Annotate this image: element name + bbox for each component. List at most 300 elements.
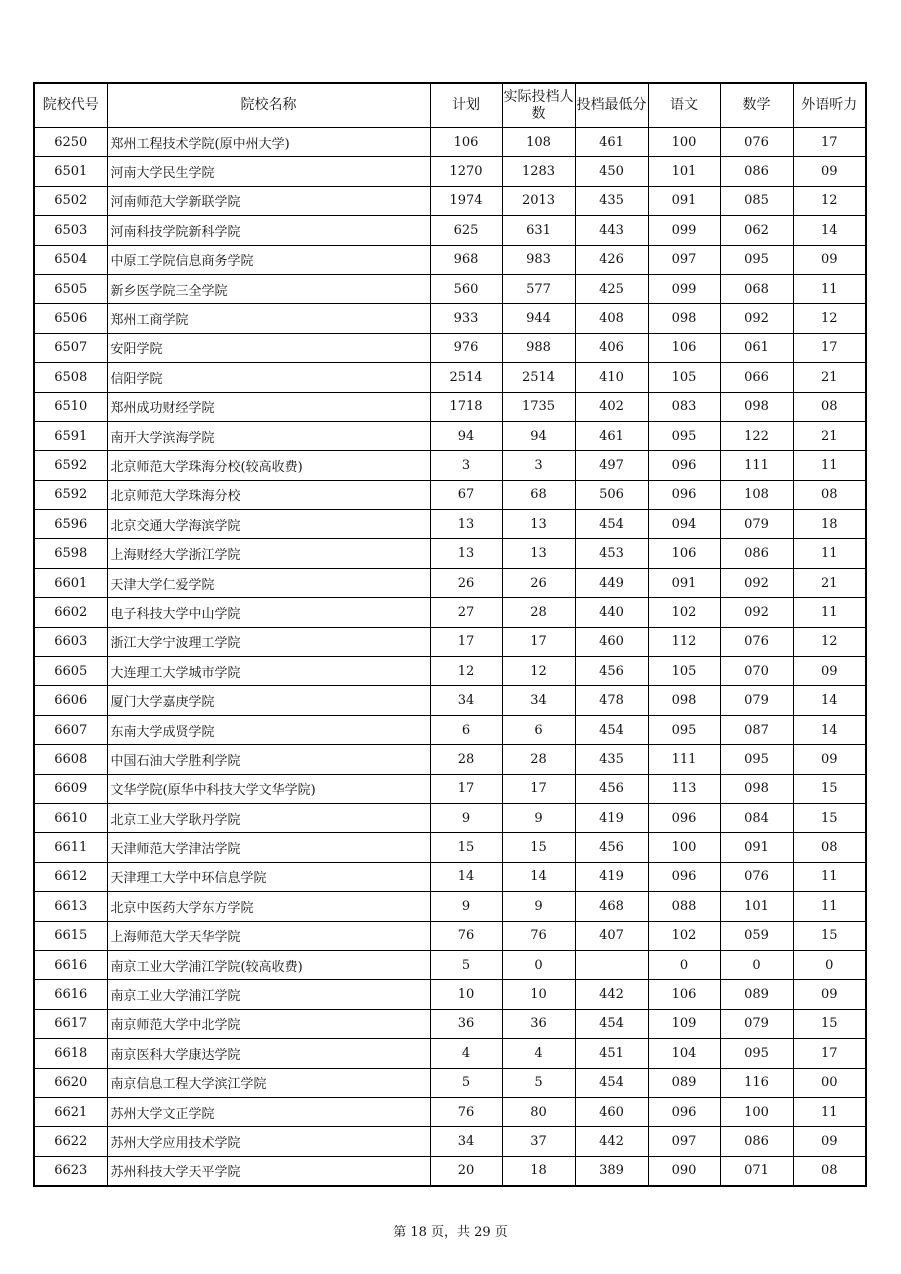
- cell-name: 苏州科技大学天平学院: [107, 1156, 430, 1186]
- table-row: [34, 862, 866, 891]
- cell-plan: 10: [430, 980, 502, 1009]
- cell-name: 南京师范大学中北学院: [107, 1009, 430, 1038]
- cell-code: 6506: [34, 304, 107, 333]
- cell-math: 092: [720, 598, 793, 627]
- table-row: [34, 745, 866, 774]
- table-row: [34, 803, 866, 832]
- cell-actual: 5: [502, 1068, 575, 1097]
- cell-actual: 12: [502, 657, 575, 686]
- cell-name: 信阳学院: [107, 363, 430, 392]
- table-row: [34, 421, 866, 450]
- cell-name: 东南大学成贤学院: [107, 715, 430, 744]
- cell-name: 河南师范大学新联学院: [107, 186, 430, 215]
- cell-min-score: 453: [575, 539, 648, 568]
- cell-min-score: 478: [575, 686, 648, 715]
- cell-plan: 2514: [430, 363, 502, 392]
- cell-listening: 09: [793, 157, 866, 186]
- cell-actual: 631: [502, 216, 575, 245]
- cell-actual: 17: [502, 774, 575, 803]
- cell-listening: 17: [793, 333, 866, 362]
- cell-chinese: 113: [648, 774, 720, 803]
- cell-listening: 21: [793, 363, 866, 392]
- cell-name: 天津师范大学津沽学院: [107, 833, 430, 862]
- table-row: [34, 1127, 866, 1156]
- cell-listening: 15: [793, 774, 866, 803]
- cell-chinese: 095: [648, 715, 720, 744]
- cell-code: 6623: [34, 1156, 107, 1186]
- cell-code: 6596: [34, 510, 107, 539]
- cell-plan: 5: [430, 1068, 502, 1097]
- cell-min-score: 461: [575, 421, 648, 450]
- cell-name: 郑州工商学院: [107, 304, 430, 333]
- cell-min-score: 451: [575, 1039, 648, 1068]
- cell-math: 070: [720, 657, 793, 686]
- cell-actual: 4: [502, 1039, 575, 1068]
- cell-code: 6618: [34, 1039, 107, 1068]
- cell-code: 6591: [34, 421, 107, 450]
- table-row: [34, 392, 866, 421]
- cell-code: 6598: [34, 539, 107, 568]
- table-row: [34, 157, 866, 186]
- cell-plan: 12: [430, 657, 502, 686]
- table-row: [34, 333, 866, 362]
- cell-code: 6611: [34, 833, 107, 862]
- cell-min-score: 406: [575, 333, 648, 362]
- table-header-row: [34, 83, 866, 128]
- cell-code: 6616: [34, 950, 107, 979]
- cell-actual: 13: [502, 510, 575, 539]
- cell-chinese: 095: [648, 421, 720, 450]
- cell-chinese: 096: [648, 803, 720, 832]
- cell-name: 新乡医学院三全学院: [107, 274, 430, 303]
- header-listening: 外语听力: [793, 83, 866, 128]
- table-row: [34, 980, 866, 1009]
- cell-actual: 9: [502, 892, 575, 921]
- cell-code: 6606: [34, 686, 107, 715]
- cell-chinese: 105: [648, 657, 720, 686]
- cell-plan: 17: [430, 774, 502, 803]
- cell-actual: 2013: [502, 186, 575, 215]
- cell-math: 066: [720, 363, 793, 392]
- table-row: [34, 1068, 866, 1097]
- cell-name: 北京交通大学海滨学院: [107, 510, 430, 539]
- cell-chinese: 097: [648, 1127, 720, 1156]
- cell-actual: 17: [502, 627, 575, 656]
- cell-actual: 1735: [502, 392, 575, 421]
- cell-name: 河南科技学院新科学院: [107, 216, 430, 245]
- cell-listening: 18: [793, 510, 866, 539]
- cell-chinese: 100: [648, 128, 720, 157]
- cell-listening: 21: [793, 568, 866, 597]
- table-row: [34, 1097, 866, 1126]
- cell-actual: 6: [502, 715, 575, 744]
- cell-plan: 976: [430, 333, 502, 362]
- cell-code: 6616: [34, 980, 107, 1009]
- cell-name: 厦门大学嘉庚学院: [107, 686, 430, 715]
- cell-plan: 36: [430, 1009, 502, 1038]
- cell-code: 6507: [34, 333, 107, 362]
- cell-listening: 00: [793, 1068, 866, 1097]
- cell-listening: 21: [793, 421, 866, 450]
- cell-chinese: 106: [648, 539, 720, 568]
- admission-table: [33, 82, 867, 1187]
- cell-math: 092: [720, 304, 793, 333]
- cell-plan: 34: [430, 686, 502, 715]
- cell-actual: 2514: [502, 363, 575, 392]
- cell-math: 098: [720, 774, 793, 803]
- cell-plan: 14: [430, 862, 502, 891]
- header-plan: 计划: [430, 83, 502, 128]
- cell-listening: 15: [793, 1009, 866, 1038]
- cell-name: 电子科技大学中山学院: [107, 598, 430, 627]
- cell-min-score: 419: [575, 803, 648, 832]
- cell-listening: 08: [793, 833, 866, 862]
- cell-math: 061: [720, 333, 793, 362]
- cell-math: 100: [720, 1097, 793, 1126]
- cell-min-score: [575, 950, 648, 979]
- table-row: [34, 510, 866, 539]
- cell-math: 062: [720, 216, 793, 245]
- cell-min-score: 419: [575, 862, 648, 891]
- table-row: [34, 833, 866, 862]
- cell-actual: 983: [502, 245, 575, 274]
- cell-chinese: 106: [648, 333, 720, 362]
- cell-plan: 26: [430, 568, 502, 597]
- cell-plan: 76: [430, 1097, 502, 1126]
- table-body: [34, 128, 866, 1187]
- cell-plan: 4: [430, 1039, 502, 1068]
- cell-actual: 1283: [502, 157, 575, 186]
- cell-code: 6607: [34, 715, 107, 744]
- cell-code: 6250: [34, 128, 107, 157]
- cell-code: 6602: [34, 598, 107, 627]
- cell-code: 6504: [34, 245, 107, 274]
- cell-actual: 577: [502, 274, 575, 303]
- cell-chinese: 102: [648, 921, 720, 950]
- cell-code: 6501: [34, 157, 107, 186]
- table-row: [34, 774, 866, 803]
- cell-listening: 12: [793, 304, 866, 333]
- cell-actual: 76: [502, 921, 575, 950]
- cell-actual: 13: [502, 539, 575, 568]
- cell-code: 6510: [34, 392, 107, 421]
- cell-math: 079: [720, 686, 793, 715]
- cell-plan: 13: [430, 539, 502, 568]
- cell-actual: 68: [502, 480, 575, 509]
- cell-min-score: 461: [575, 128, 648, 157]
- cell-math: 086: [720, 539, 793, 568]
- table-row: [34, 950, 866, 979]
- table-row: [34, 686, 866, 715]
- cell-math: 079: [720, 510, 793, 539]
- header-min-score: 投档最低分: [575, 83, 648, 128]
- table-row: [34, 539, 866, 568]
- cell-min-score: 456: [575, 657, 648, 686]
- cell-chinese: 106: [648, 980, 720, 1009]
- table-row: [34, 657, 866, 686]
- cell-chinese: 0: [648, 950, 720, 979]
- cell-chinese: 099: [648, 216, 720, 245]
- cell-plan: 9: [430, 892, 502, 921]
- cell-math: 0: [720, 950, 793, 979]
- cell-actual: 36: [502, 1009, 575, 1038]
- table-row: [34, 1009, 866, 1038]
- cell-plan: 20: [430, 1156, 502, 1186]
- cell-plan: 625: [430, 216, 502, 245]
- cell-listening: 12: [793, 186, 866, 215]
- cell-math: 101: [720, 892, 793, 921]
- cell-name: 浙江大学宁波理工学院: [107, 627, 430, 656]
- cell-math: 068: [720, 274, 793, 303]
- cell-plan: 3: [430, 451, 502, 480]
- cell-math: 087: [720, 715, 793, 744]
- table-row: [34, 216, 866, 245]
- cell-min-score: 456: [575, 774, 648, 803]
- cell-listening: 11: [793, 598, 866, 627]
- cell-code: 6608: [34, 745, 107, 774]
- table-row: [34, 304, 866, 333]
- cell-chinese: 097: [648, 245, 720, 274]
- cell-listening: 08: [793, 480, 866, 509]
- table-row: [34, 128, 866, 157]
- cell-math: 091: [720, 833, 793, 862]
- cell-plan: 34: [430, 1127, 502, 1156]
- cell-min-score: 435: [575, 186, 648, 215]
- cell-listening: 12: [793, 627, 866, 656]
- table-row: [34, 627, 866, 656]
- cell-name: 北京师范大学珠海分校: [107, 480, 430, 509]
- cell-min-score: 402: [575, 392, 648, 421]
- table-row: [34, 715, 866, 744]
- cell-plan: 76: [430, 921, 502, 950]
- cell-listening: 11: [793, 892, 866, 921]
- cell-name: 安阳学院: [107, 333, 430, 362]
- table-row: [34, 598, 866, 627]
- cell-plan: 9: [430, 803, 502, 832]
- cell-name: 大连理工大学城市学院: [107, 657, 430, 686]
- cell-listening: 09: [793, 657, 866, 686]
- cell-listening: 11: [793, 451, 866, 480]
- cell-min-score: 407: [575, 921, 648, 950]
- cell-plan: 968: [430, 245, 502, 274]
- cell-actual: 10: [502, 980, 575, 1009]
- cell-listening: 15: [793, 803, 866, 832]
- header-name: 院校名称: [107, 83, 430, 128]
- table-row: [34, 245, 866, 274]
- cell-math: 086: [720, 1127, 793, 1156]
- cell-code: 6610: [34, 803, 107, 832]
- cell-min-score: 468: [575, 892, 648, 921]
- cell-chinese: 112: [648, 627, 720, 656]
- cell-math: 079: [720, 1009, 793, 1038]
- cell-math: 071: [720, 1156, 793, 1186]
- cell-actual: 3: [502, 451, 575, 480]
- cell-math: 084: [720, 803, 793, 832]
- cell-actual: 37: [502, 1127, 575, 1156]
- cell-code: 6601: [34, 568, 107, 597]
- table-row: [34, 892, 866, 921]
- cell-actual: 108: [502, 128, 575, 157]
- cell-listening: 15: [793, 921, 866, 950]
- cell-code: 6503: [34, 216, 107, 245]
- cell-chinese: 091: [648, 186, 720, 215]
- cell-math: 122: [720, 421, 793, 450]
- cell-math: 092: [720, 568, 793, 597]
- cell-actual: 15: [502, 833, 575, 862]
- cell-listening: 09: [793, 980, 866, 1009]
- cell-chinese: 101: [648, 157, 720, 186]
- cell-min-score: 497: [575, 451, 648, 480]
- cell-name: 南京工业大学浦江学院: [107, 980, 430, 1009]
- cell-math: 076: [720, 862, 793, 891]
- cell-math: 089: [720, 980, 793, 1009]
- cell-chinese: 091: [648, 568, 720, 597]
- table-row: [34, 363, 866, 392]
- cell-plan: 1270: [430, 157, 502, 186]
- cell-min-score: 435: [575, 745, 648, 774]
- cell-code: 6620: [34, 1068, 107, 1097]
- cell-plan: 6: [430, 715, 502, 744]
- cell-chinese: 104: [648, 1039, 720, 1068]
- cell-code: 6505: [34, 274, 107, 303]
- table-row: [34, 186, 866, 215]
- cell-math: 116: [720, 1068, 793, 1097]
- cell-plan: 15: [430, 833, 502, 862]
- cell-math: 085: [720, 186, 793, 215]
- cell-name: 文华学院(原华中科技大学文华学院): [107, 774, 430, 803]
- cell-plan: 17: [430, 627, 502, 656]
- cell-plan: 94: [430, 421, 502, 450]
- cell-math: 086: [720, 157, 793, 186]
- cell-plan: 1718: [430, 392, 502, 421]
- cell-min-score: 442: [575, 980, 648, 1009]
- cell-min-score: 456: [575, 833, 648, 862]
- cell-listening: 0: [793, 950, 866, 979]
- cell-name: 天津大学仁爱学院: [107, 568, 430, 597]
- cell-listening: 17: [793, 1039, 866, 1068]
- cell-listening: 11: [793, 862, 866, 891]
- cell-min-score: 425: [575, 274, 648, 303]
- cell-actual: 944: [502, 304, 575, 333]
- table-row: [34, 1039, 866, 1068]
- header-code: 院校代号: [34, 83, 107, 128]
- cell-math: 095: [720, 1039, 793, 1068]
- cell-math: 095: [720, 745, 793, 774]
- cell-min-score: 408: [575, 304, 648, 333]
- cell-chinese: 099: [648, 274, 720, 303]
- cell-name: 天津理工大学中环信息学院: [107, 862, 430, 891]
- header-math: 数学: [720, 83, 793, 128]
- cell-code: 6592: [34, 480, 107, 509]
- cell-name: 苏州大学文正学院: [107, 1097, 430, 1126]
- cell-code: 6621: [34, 1097, 107, 1126]
- cell-plan: 560: [430, 274, 502, 303]
- cell-chinese: 083: [648, 392, 720, 421]
- cell-listening: 09: [793, 245, 866, 274]
- cell-chinese: 096: [648, 480, 720, 509]
- cell-min-score: 442: [575, 1127, 648, 1156]
- cell-min-score: 460: [575, 1097, 648, 1126]
- cell-min-score: 443: [575, 216, 648, 245]
- table-row: [34, 921, 866, 950]
- cell-name: 南开大学滨海学院: [107, 421, 430, 450]
- cell-listening: 08: [793, 392, 866, 421]
- cell-plan: 1974: [430, 186, 502, 215]
- cell-code: 6622: [34, 1127, 107, 1156]
- cell-min-score: 460: [575, 627, 648, 656]
- table-row: [34, 451, 866, 480]
- cell-listening: 11: [793, 274, 866, 303]
- cell-name: 上海财经大学浙江学院: [107, 539, 430, 568]
- cell-listening: 17: [793, 128, 866, 157]
- cell-code: 6613: [34, 892, 107, 921]
- cell-math: 076: [720, 128, 793, 157]
- cell-min-score: 454: [575, 1009, 648, 1038]
- cell-chinese: 096: [648, 451, 720, 480]
- cell-code: 6615: [34, 921, 107, 950]
- cell-listening: 09: [793, 1127, 866, 1156]
- cell-min-score: 506: [575, 480, 648, 509]
- cell-chinese: 098: [648, 686, 720, 715]
- cell-math: 111: [720, 451, 793, 480]
- cell-code: 6609: [34, 774, 107, 803]
- cell-listening: 14: [793, 686, 866, 715]
- cell-min-score: 454: [575, 715, 648, 744]
- cell-actual: 14: [502, 862, 575, 891]
- cell-math: 108: [720, 480, 793, 509]
- cell-listening: 14: [793, 715, 866, 744]
- cell-chinese: 088: [648, 892, 720, 921]
- cell-code: 6612: [34, 862, 107, 891]
- cell-listening: 08: [793, 1156, 866, 1186]
- cell-plan: 933: [430, 304, 502, 333]
- cell-math: 076: [720, 627, 793, 656]
- cell-plan: 27: [430, 598, 502, 627]
- cell-name: 河南大学民生学院: [107, 157, 430, 186]
- cell-name: 郑州工程技术学院(原中州大学): [107, 128, 430, 157]
- cell-plan: 28: [430, 745, 502, 774]
- cell-name: 北京师范大学珠海分校(较高收费): [107, 451, 430, 480]
- table-row: [34, 480, 866, 509]
- cell-actual: 34: [502, 686, 575, 715]
- cell-chinese: 096: [648, 1097, 720, 1126]
- cell-name: 苏州大学应用技术学院: [107, 1127, 430, 1156]
- cell-chinese: 100: [648, 833, 720, 862]
- cell-name: 中国石油大学胜利学院: [107, 745, 430, 774]
- cell-min-score: 450: [575, 157, 648, 186]
- cell-name: 上海师范大学天华学院: [107, 921, 430, 950]
- cell-chinese: 090: [648, 1156, 720, 1186]
- cell-code: 6508: [34, 363, 107, 392]
- cell-plan: 106: [430, 128, 502, 157]
- cell-plan: 67: [430, 480, 502, 509]
- cell-min-score: 410: [575, 363, 648, 392]
- table-row: [34, 274, 866, 303]
- cell-min-score: 454: [575, 1068, 648, 1097]
- cell-code: 6617: [34, 1009, 107, 1038]
- cell-min-score: 449: [575, 568, 648, 597]
- cell-name: 南京信息工程大学滨江学院: [107, 1068, 430, 1097]
- cell-name: 南京医科大学康达学院: [107, 1039, 430, 1068]
- cell-actual: 26: [502, 568, 575, 597]
- cell-code: 6592: [34, 451, 107, 480]
- cell-min-score: 426: [575, 245, 648, 274]
- cell-chinese: 109: [648, 1009, 720, 1038]
- cell-chinese: 102: [648, 598, 720, 627]
- table-row: [34, 1156, 866, 1186]
- cell-name: 中原工学院信息商务学院: [107, 245, 430, 274]
- cell-code: 6603: [34, 627, 107, 656]
